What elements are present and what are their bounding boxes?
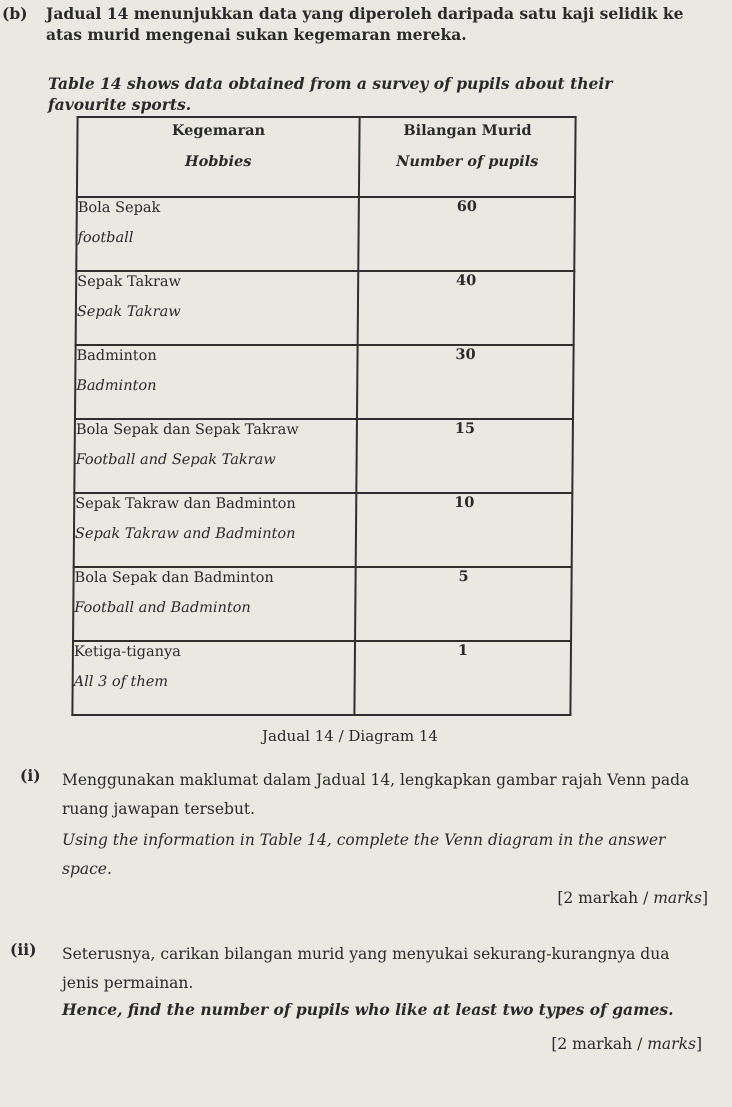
hobby-en: Badminton: [76, 378, 157, 394]
hobby-cell: [74, 419, 357, 493]
hobby-ms: Bola Sepak: [77, 200, 161, 216]
table-row: [72, 641, 571, 715]
marks-en: marks: [653, 889, 702, 907]
question-ii-marks: [551, 1034, 702, 1055]
table-row: [74, 493, 573, 567]
marks-close: ]: [695, 1035, 702, 1053]
table-row: [76, 197, 575, 271]
count-cell: 10: [356, 493, 573, 567]
table-row: [76, 271, 575, 345]
hobby-header: [77, 117, 360, 197]
hobby-en: Sepak Takraw and Badminton: [74, 526, 296, 542]
hobby-en: football: [77, 230, 134, 246]
count-header-en: Number of pupils: [396, 153, 539, 170]
count-cell: 30: [357, 345, 574, 419]
marks-ms: [2 markah /: [551, 1035, 648, 1053]
hobby-header-en: Hobbies: [184, 153, 252, 170]
hobby-ms: Sepak Takraw dan Badminton: [75, 496, 296, 512]
question-ii-english: Hence, find the number of pupils who like at least two types of games.: [62, 1000, 674, 1019]
marks-close: ]: [701, 889, 708, 907]
table-header-row: [77, 117, 576, 197]
table-row: [75, 345, 574, 419]
hobby-ms: Ketiga-tiganya: [73, 644, 181, 660]
count-cell: 15: [356, 419, 573, 493]
hobby-en: All 3 of them: [73, 674, 169, 690]
part-label: (b): [2, 4, 28, 23]
hobby-en: Football and Badminton: [74, 600, 251, 616]
hobby-cell: [76, 271, 359, 345]
hobby-cell: [75, 345, 358, 419]
question-ii-malay: Seterusnya, carikan bilangan murid yang menyukai sekurang-kurangnya dua jenis permainan.: [62, 945, 670, 992]
hobby-en: Sepak Takraw: [76, 304, 181, 320]
hobby-ms: Sepak Takraw: [77, 274, 182, 290]
hobby-ms: Bola Sepak dan Sepak Takraw: [75, 422, 299, 438]
table-row: [73, 567, 572, 641]
count-header-ms: Bilangan Murid: [403, 122, 532, 139]
marks-en: marks: [647, 1035, 696, 1053]
count-cell: 1: [354, 641, 571, 715]
hobby-cell: [74, 493, 357, 567]
count-cell: 40: [358, 271, 575, 345]
hobby-cell: [76, 197, 359, 271]
survey-table: [71, 116, 576, 716]
hobby-ms: Badminton: [76, 348, 157, 364]
intro-malay: Jadual 14 menunjukkan data yang diperoleh daripada satu kaji selidik ke atas murid mengenai sukan kegemaran mereka.: [46, 4, 684, 44]
hobby-ms: Bola Sepak dan Badminton: [74, 570, 274, 586]
count-cell: 60: [358, 197, 575, 271]
hobby-header-ms: Kegemaran: [171, 122, 266, 139]
question-ii-label: (ii): [10, 940, 37, 959]
question-i-english: Using the information in Table 14, complete the Venn diagram in the answer space.: [62, 831, 666, 878]
intro-english: Table 14 shows data obtained from a survey of pupils about their favourite sports.: [48, 74, 613, 114]
question-i-label: (i): [20, 766, 41, 785]
count-cell: 5: [355, 567, 572, 641]
hobby-en: Football and Sepak Takraw: [75, 452, 276, 468]
count-header: [359, 117, 576, 197]
marks-ms: [2 markah /: [557, 889, 654, 907]
table-row: [74, 419, 573, 493]
question-i-marks: [557, 888, 708, 909]
table-caption: Jadual 14 / Diagram 14: [262, 727, 438, 745]
question-i-malay: Menggunakan maklumat dalam Jadual 14, lengkapkan gambar rajah Venn pada ruang jawapan tersebut.: [62, 771, 690, 818]
hobby-cell: [73, 567, 356, 641]
hobby-cell: [72, 641, 355, 715]
